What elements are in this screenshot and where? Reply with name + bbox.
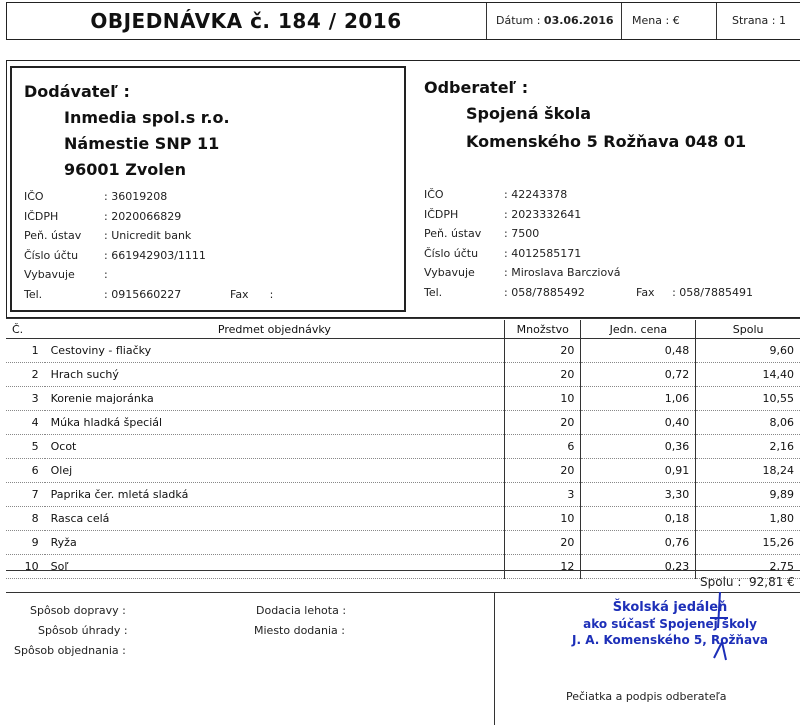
table-header-row <box>6 320 800 339</box>
table-row <box>6 483 800 507</box>
supplier-fax-value: : <box>269 288 274 301</box>
table-row <box>6 459 800 483</box>
supplier-field-label: IČO <box>24 190 44 203</box>
stamp-line-2: ako súčasť Spojenej školy <box>583 617 757 631</box>
row-item-name: Múka hladká špeciál <box>45 411 505 435</box>
row-unit-price: 0,91 <box>581 459 696 483</box>
supplier-field-value: : Unicredit bank <box>104 229 192 243</box>
col-number-header: Č. <box>6 320 45 339</box>
table-row <box>6 387 800 411</box>
page-value: 1 <box>778 14 786 27</box>
page-label: Strana <box>732 14 769 27</box>
row-total: 1,80 <box>696 507 800 531</box>
customer-fax <box>636 286 753 299</box>
row-unit-price: 1,06 <box>581 387 696 411</box>
customer-field-value: : 42243378 <box>504 188 568 201</box>
customer-field <box>424 286 585 299</box>
row-number: 8 <box>6 507 45 531</box>
row-quantity: 20 <box>505 411 581 435</box>
supplier-field-value: : 661942903/1111 <box>104 248 206 262</box>
row-quantity: 10 <box>505 507 581 531</box>
row-total: 8,06 <box>696 411 800 435</box>
row-item-name: Ocot <box>45 435 505 459</box>
row-number: 9 <box>6 531 45 555</box>
footer-top-rule <box>6 592 800 593</box>
table-row <box>6 363 800 387</box>
row-quantity: 10 <box>505 387 581 411</box>
col-item-header: Predmet objednávky <box>45 320 505 339</box>
row-quantity: 20 <box>505 363 581 387</box>
row-number: 3 <box>6 387 45 411</box>
row-total: 9,60 <box>696 339 800 363</box>
customer-fax-value: : 058/7885491 <box>672 286 753 299</box>
customer-field <box>424 227 539 240</box>
customer-field-value: : 7500 <box>504 227 540 241</box>
customer-field-value: : Miroslava Barcziová <box>504 266 621 280</box>
row-item-name: Hrach suchý <box>45 363 505 387</box>
row-unit-price: 0,40 <box>581 411 696 435</box>
supplier-field-value: : 0915660227 <box>104 288 182 301</box>
supplier-field-label: Tel. <box>24 288 43 301</box>
row-total: 10,55 <box>696 387 800 411</box>
supplier-field-label: Peň. ústav <box>24 229 82 243</box>
stamp-line-3: J. A. Komenského 5, Rožňava <box>572 633 768 647</box>
row-number: 1 <box>6 339 45 363</box>
supplier-field-label: IČDPH <box>24 209 59 223</box>
row-item-name: Paprika čer. mletá sladká <box>45 483 505 507</box>
table-top-rule <box>6 318 800 319</box>
row-unit-price: 0,48 <box>581 339 696 363</box>
row-item-name: Rasca celá <box>45 507 505 531</box>
customer-name: Spojená škola <box>466 104 592 123</box>
grand-total-label: Spolu : <box>700 575 742 589</box>
row-item-name: Soľ <box>45 555 505 579</box>
customer-field-label: Tel. <box>424 286 443 299</box>
row-total: 14,40 <box>696 363 800 387</box>
row-total: 2,16 <box>696 435 800 459</box>
row-quantity: 3 <box>505 483 581 507</box>
supplier-heading: Dodávateľ : <box>24 82 130 101</box>
supplier-name: Inmedia spol.s r.o. <box>64 108 230 127</box>
date-field: Dátum : 03.06.2016 <box>496 14 614 27</box>
col-total-header: Spolu <box>696 320 800 339</box>
supplier-field <box>24 288 181 301</box>
row-quantity: 20 <box>505 531 581 555</box>
supplier-field <box>24 190 167 203</box>
col-unit-price-header: Jedn. cena <box>581 320 696 339</box>
table-bottom-rule <box>6 570 800 571</box>
supplier-street: Námestie SNP 11 <box>64 134 220 153</box>
customer-field-label: Peň. ústav <box>424 227 482 241</box>
row-unit-price: 0,18 <box>581 507 696 531</box>
divider <box>486 3 487 39</box>
row-total: 15,26 <box>696 531 800 555</box>
row-number: 5 <box>6 435 45 459</box>
table-row <box>6 555 800 579</box>
table-row <box>6 531 800 555</box>
table-row <box>6 339 800 363</box>
table-row <box>6 507 800 531</box>
row-item-name: Ryža <box>45 531 505 555</box>
currency-label: Mena <box>632 14 662 27</box>
row-quantity: 6 <box>505 435 581 459</box>
supplier-city: 96001 Zvolen <box>64 160 186 179</box>
supplier-field-value: : <box>104 268 108 282</box>
divider <box>494 593 495 725</box>
items-body <box>6 339 800 579</box>
customer-field-label: Vybavuje <box>424 266 475 280</box>
currency-value: € <box>672 14 680 27</box>
delivery-time-label: Dodacia lehota : <box>256 604 347 617</box>
supplier-field <box>24 229 191 242</box>
customer-field <box>424 266 620 279</box>
supplier-field <box>24 249 206 262</box>
customer-heading: Odberateľ : <box>424 78 529 97</box>
row-item-name: Olej <box>45 459 505 483</box>
col-quantity-header: Množstvo <box>505 320 581 339</box>
divider <box>716 3 717 39</box>
row-quantity: 20 <box>505 459 581 483</box>
supplier-field <box>24 268 108 281</box>
divider <box>621 3 622 39</box>
row-unit-price: 0,76 <box>581 531 696 555</box>
date-label: Dátum <box>496 14 534 27</box>
customer-field <box>424 208 581 221</box>
supplier-field-value: : 2020066829 <box>104 209 182 223</box>
row-unit-price: 0,72 <box>581 363 696 387</box>
table-row <box>6 435 800 459</box>
row-number: 6 <box>6 459 45 483</box>
items-table <box>6 320 800 579</box>
row-unit-price: 0,23 <box>581 555 696 579</box>
customer-field-label: IČDPH <box>424 207 459 221</box>
grand-total <box>700 575 795 589</box>
row-number: 2 <box>6 363 45 387</box>
customer-field <box>424 247 581 260</box>
signature-label: Pečiatka a podpis odberateľa <box>566 690 727 703</box>
customer-fax-label: Fax <box>636 286 655 299</box>
supplier-field-label: Číslo účtu <box>24 248 79 262</box>
table-row <box>6 411 800 435</box>
supplier-field-label: Vybavuje <box>24 268 75 282</box>
delivery-place-label: Miesto dodania : <box>254 624 345 637</box>
row-quantity: 12 <box>505 555 581 579</box>
grand-total-value: 92,81 € <box>749 575 795 589</box>
supplier-fax <box>230 288 273 301</box>
row-unit-price: 3,30 <box>581 483 696 507</box>
row-item-name: Cestoviny - fliačky <box>45 339 505 363</box>
customer-field-value: : 4012585171 <box>504 246 582 260</box>
customer-field-value: : 058/7885492 <box>504 286 585 299</box>
row-number: 4 <box>6 411 45 435</box>
row-total: 2,75 <box>696 555 800 579</box>
row-item-name: Korenie majoránka <box>45 387 505 411</box>
supplier-field-value: : 36019208 <box>104 190 168 203</box>
customer-field-label: IČO <box>424 188 444 201</box>
customer-field-value: : 2023332641 <box>504 207 582 221</box>
signature-mark <box>700 588 740 668</box>
customer-field-label: Číslo účtu <box>424 246 479 260</box>
ordering-label: Spôsob objednania : <box>14 644 126 657</box>
supplier-field <box>24 210 181 223</box>
payment-label: Spôsob úhrady : <box>38 624 128 637</box>
supplier-fax-label: Fax <box>230 288 249 301</box>
row-number: 7 <box>6 483 45 507</box>
row-number: 10 <box>6 555 45 579</box>
customer-field <box>424 188 567 201</box>
date-value: 03.06.2016 <box>543 14 614 27</box>
row-total: 18,24 <box>696 459 800 483</box>
order-title: OBJEDNÁVKA č. 184 / 2016 <box>90 9 402 33</box>
row-unit-price: 0,36 <box>581 435 696 459</box>
transport-label: Spôsob dopravy : <box>30 604 126 617</box>
stamp-line-1: Školská jedáleň <box>612 600 728 615</box>
row-quantity: 20 <box>505 339 581 363</box>
row-total: 9,89 <box>696 483 800 507</box>
currency-field: Mena : € <box>632 14 680 27</box>
school-stamp <box>540 600 800 648</box>
customer-address: Komenského 5 Rožňava 048 01 <box>466 132 747 151</box>
page-field: Strana : 1 <box>732 14 786 27</box>
